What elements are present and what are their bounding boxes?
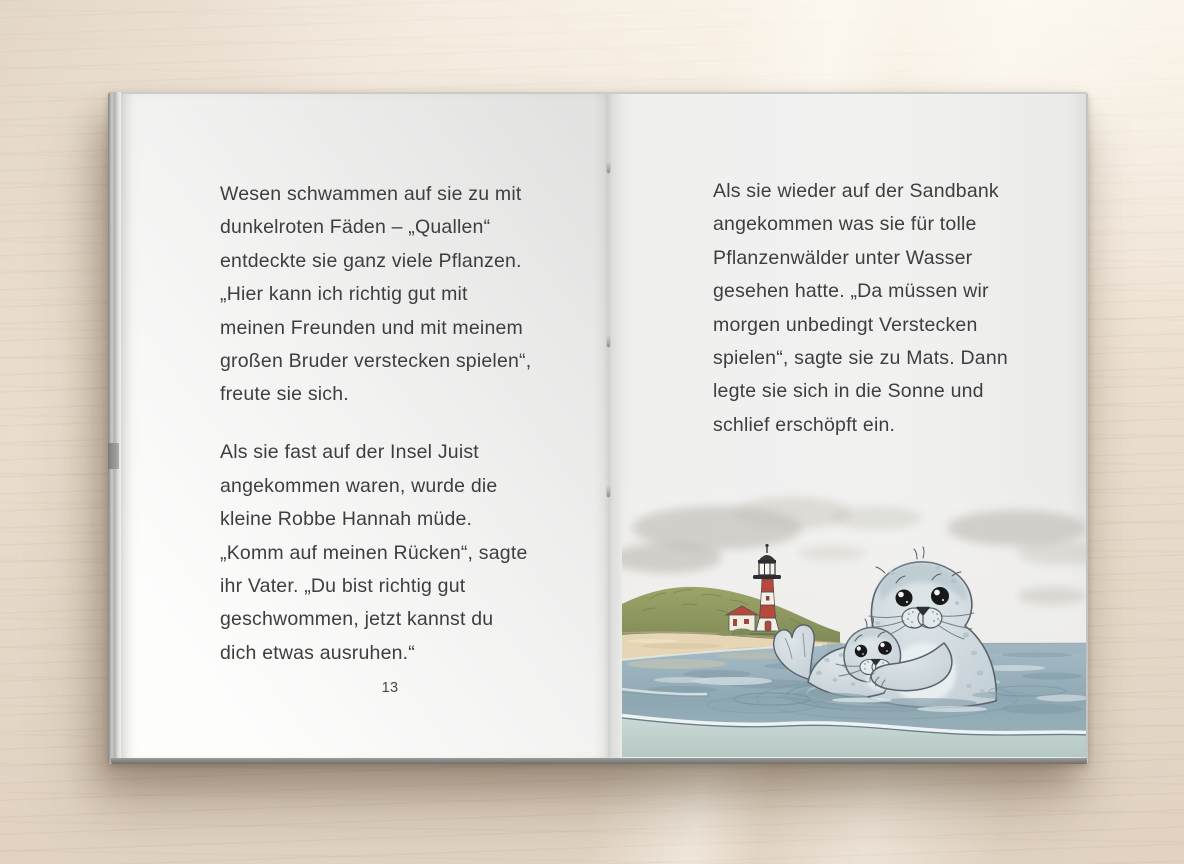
open-book — [108, 92, 1088, 764]
book-cover-edge-bottom — [111, 758, 1087, 764]
text-line: angekommen waren, wurde die — [220, 474, 498, 497]
text-line: legte sie sich in die Sonne und — [713, 380, 984, 403]
text-line: dunkelroten Fäden – „Quallen“ — [220, 216, 491, 239]
page-number: 13 — [381, 680, 399, 696]
text-line: freute sie sich. — [220, 383, 349, 406]
text-line: Pflanzenwälder unter Wasser — [713, 246, 973, 269]
text-line: kleine Robbe Hannah müde. — [220, 508, 473, 531]
paragraph — [220, 436, 560, 670]
text-line: Als sie fast auf der Insel Juist — [220, 441, 479, 464]
text-line: geschwommen, jetzt kannst du — [220, 608, 494, 631]
left-page-text — [220, 178, 560, 695]
text-line: angekommen was sie für tolle — [713, 213, 977, 236]
text-line: schlief erschöpft ein. — [713, 413, 896, 436]
paragraph — [220, 178, 560, 412]
text-line: gesehen hatte. „Da müssen wir — [713, 280, 989, 303]
text-line: ihr Vater. „Du bist richtig gut — [220, 574, 466, 597]
right-page-edge — [1086, 94, 1088, 758]
text-line: „Hier kann ich richtig gut mit — [220, 283, 468, 306]
text-line: meinen Freunden und mit meinem — [220, 316, 523, 339]
text-line: dich etwas ausruhen.“ — [220, 641, 415, 664]
paragraph — [713, 175, 1053, 442]
seal-lighthouse-illustration — [622, 483, 1086, 757]
page-stack-notch — [108, 443, 119, 469]
text-line: Als sie wieder auf der Sandbank — [713, 180, 999, 202]
right-page-text — [713, 175, 1053, 467]
text-line: spielen“, sagte sie zu Mats. Dann — [713, 347, 1008, 370]
text-line: „Komm auf meinen Rücken“, sagte — [220, 541, 528, 564]
text-line: morgen unbedingt Verstecken — [713, 313, 978, 336]
book-cover-edge-left — [108, 92, 121, 764]
binding-staple — [607, 337, 610, 347]
text-line: Wesen schwammen auf sie zu mit — [220, 183, 522, 205]
binding-staple — [607, 163, 610, 173]
text-line: großen Bruder verstecken spielen“, — [220, 350, 532, 373]
text-line: entdeckte sie ganz viele Pflanzen. — [220, 249, 522, 272]
binding-staple — [607, 487, 610, 497]
